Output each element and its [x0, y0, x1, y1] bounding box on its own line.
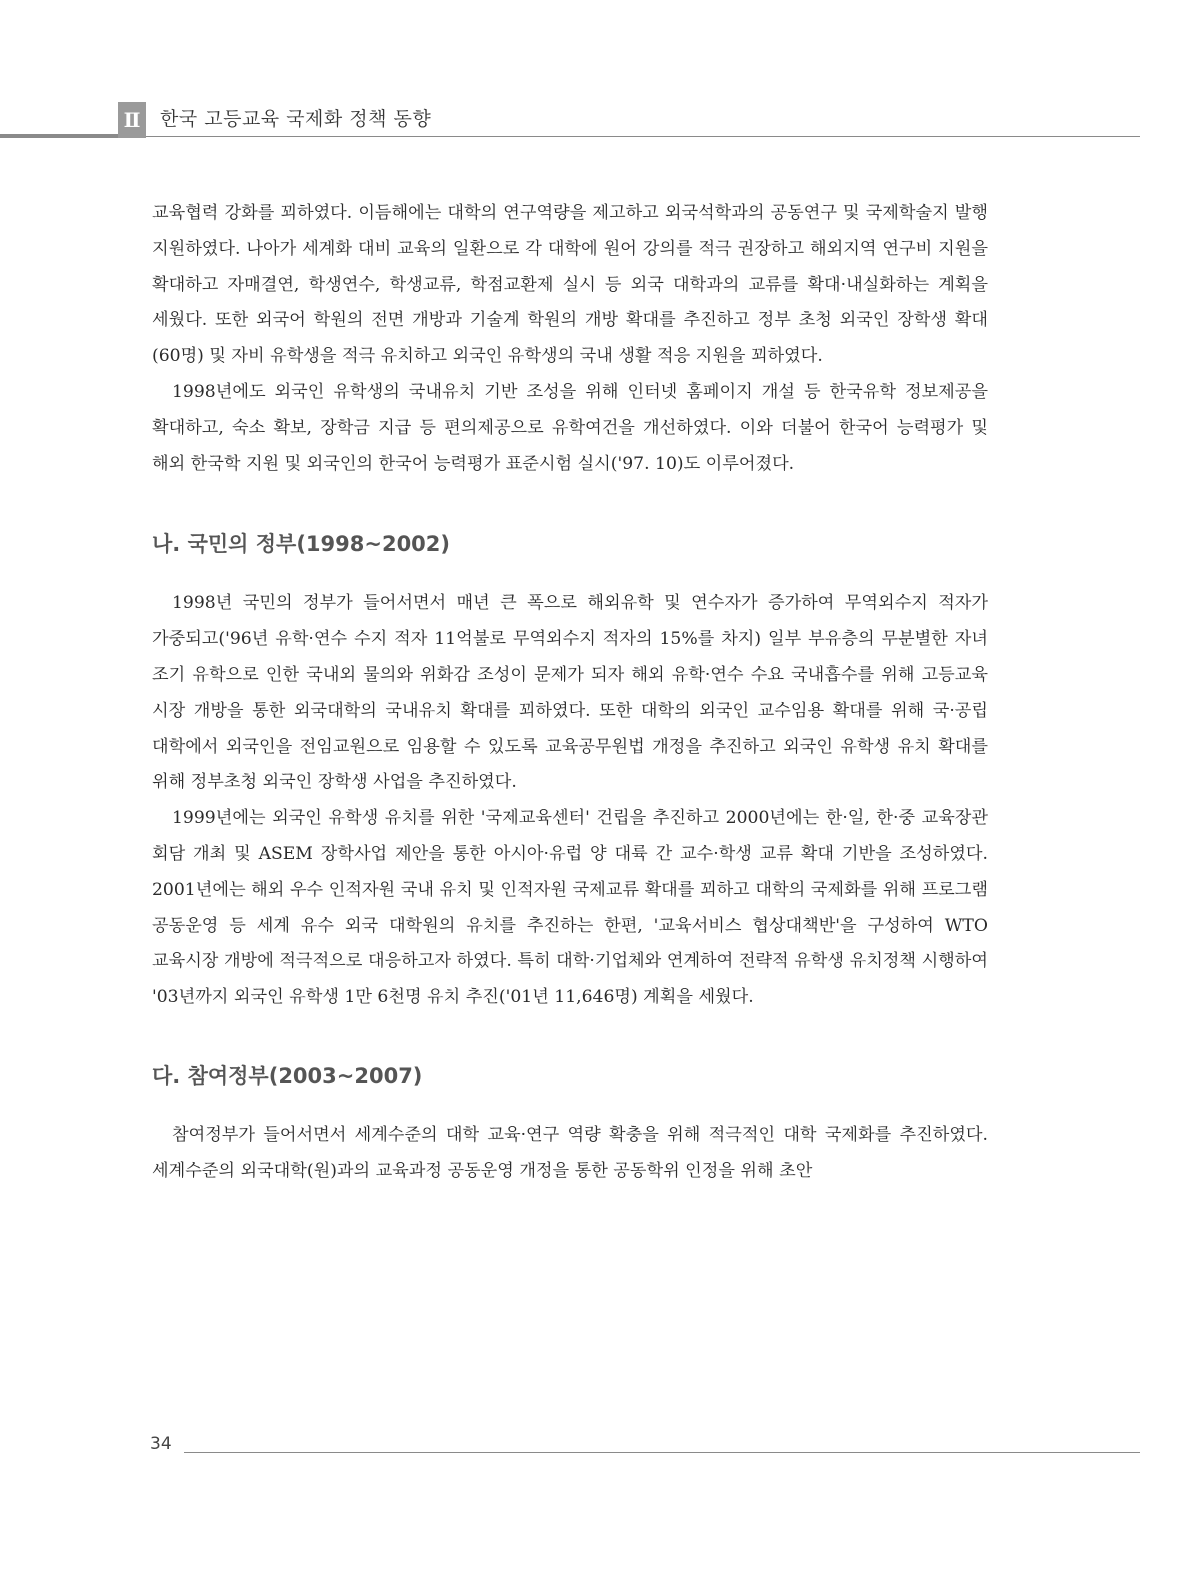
page-number: 34	[150, 1434, 172, 1454]
running-header	[0, 96, 1140, 138]
footer-rule	[184, 1452, 1140, 1453]
section-heading-da: 다. 참여정부(2003~2007)	[152, 1063, 423, 1088]
chapter-title: 한국 고등교육 국제화 정책 동향	[160, 108, 432, 130]
body-paragraph: 1999년에는 외국인 유학생 유치를 위한 '국제교육센터' 건립을 추진하고 2000년에는 한·일, 한·중 교육장관 회담 개최 및 ASEM 장학사업 제안을 통한 아시아·유럽 양 대륙 간 교수·학생 교류 확대 기반을 조성하였다. 2001년에는 해외 우수 인적자원 국내 유치 및 인적자원 국제교류 확대를 꾀하고 대학의 국제화를 위해 프로그램 공동운영 등 세계 유수 외국 대학원의 유치를 추진하는 한편, '교육서비스 협상대책반'을 구성하여 WTO 교육시장 개방에 적극적으로 대응하고자 하였다. 특히 대학·기업체와 연계하여 전략적 유학생 유치정책 시행하여 '03년까지 외국인 유학생 1만 6천명 유치 추진('01년 11,646명) 계획을 세웠다.	[152, 808, 988, 1008]
body-paragraph: 참여정부가 들어서면서 세계수준의 대학 교육·연구 역량 확충을 위해 적극적인 대학 국제화를 추진하였다. 세계수준의 외국대학(원)과의 교육과정 공동운영 개정을 통한 공동학위 인정을 위해 초안	[152, 1124, 988, 1181]
body-paragraph: 1998년에도 외국인 유학생의 국내유치 기반 조성을 위해 인터넷 홈페이지 개설 등 한국유학 정보제공을 확대하고, 숙소 확보, 장학금 지급 등 편의제공으로 유학여건을 개선하였다. 이와 더불어 한국어 능력평가 및 해외 한국학 지원 및 외국인의 한국어 능력평가 표준시험 실시('97. 10)도 이루어졌다.	[152, 381, 988, 474]
page-body	[152, 196, 988, 1190]
section-heading-na: 나. 국민의 정부(1998~2002)	[152, 532, 451, 557]
header-accent-bar	[0, 134, 118, 138]
header-rule	[118, 136, 1140, 137]
body-paragraph: 1998년 국민의 정부가 들어서면서 매년 큰 폭으로 해외유학 및 연수자가 증가하여 무역외수지 적자가 가중되고('96년 유학·연수 수지 적자 11억불로 무역외수지 적자의 15%를 차지) 일부 부유층의 무분별한 자녀 조기 유학으로 인한 국내외 물의와 위화감 조성이 문제가 되자 해외 유학·연수 수요 국내흡수를 위해 고등교육 시장 개방을 통한 외국대학의 국내유치 확대를 꾀하였다. 또한 대학의 외국인 교수임용 확대를 위해 국·공립 대학에서 외국인을 전임교원으로 임용할 수 있도록 교육공무원법 개정을 추진하고 외국인 유학생 유치 확대를 위해 정부초청 외국인 장학생 사업을 추진하였다.	[152, 593, 988, 793]
body-paragraph: 교육협력 강화를 꾀하였다. 이듬해에는 대학의 연구역량을 제고하고 외국석학과의 공동연구 및 국제학술지 발행 지원하였다. 나아가 세계화 대비 교육의 일환으로 각 대학에 원어 강의를 적극 권장하고 해외지역 연구비 지원을 확대하고 자매결연, 학생연수, 학생교류, 학점교환제 실시 등 외국 대학과의 교류를 확대·내실화하는 계획을 세웠다. 또한 외국어 학원의 전면 개방과 기술계 학원의 개방 확대를 추진하고 정부 초청 외국인 장학생 확대(60명) 및 자비 유학생을 적극 유치하고 외국인 유학생의 국내 생활 적응 지원을 꾀하였다.	[152, 203, 988, 367]
chapter-number-badge: Ⅱ	[118, 102, 146, 138]
